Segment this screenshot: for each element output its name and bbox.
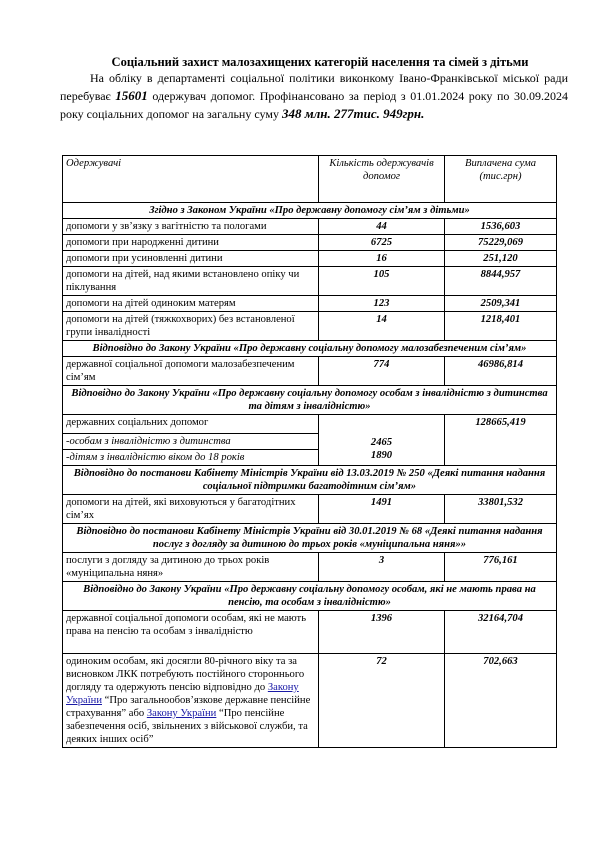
row-sublabel: -особам з інвалідністю з дитинства <box>63 434 319 450</box>
row-count-1: 2465 <box>370 437 393 449</box>
row-sum: 8844,957 <box>445 267 557 296</box>
row-count: 6725 <box>319 235 445 251</box>
row-count: 123 <box>319 296 445 312</box>
row-count: 14 <box>319 312 445 341</box>
row-count-2: 1890 <box>370 450 393 462</box>
table-row <box>63 312 557 341</box>
table-row <box>63 251 557 267</box>
header-count: Кількість одержувачів допомог <box>319 156 445 203</box>
section-heading: Відповідно до Закону України «Про державну соціальну допомогу особам, які не мають права на пенсію, та особам з інвалідністю» <box>63 582 557 611</box>
row-count <box>319 434 445 466</box>
intro-text-1: На обліку в департаменті соціальної політики виконкому Івано-Франківської міської ради перебуває <box>60 71 568 103</box>
table-row <box>63 553 557 582</box>
document-title: Соціальний захист малозахищених категорій населення та сімей з дітьми <box>111 55 529 69</box>
row-label: допомоги при усиновленні дитини <box>63 251 319 267</box>
table-row <box>63 296 557 312</box>
row-count: 1491 <box>319 495 445 524</box>
row-count: 72 <box>319 654 445 748</box>
row-sum: 1536,603 <box>445 219 557 235</box>
section-heading: Відповідно до постанови Кабінету Міністрів України від 13.03.2019 № 250 «Деякі питання надання соціальної підтримки багатодітним сім’ям» <box>63 466 557 495</box>
row-label: допомоги у зв’язку з вагітністю та пологами <box>63 219 319 235</box>
row-sum: 251,120 <box>445 251 557 267</box>
row-label-part: “Про загальнообов’язкове державне пенсійне страхування” або <box>66 695 311 719</box>
table-row <box>63 415 557 434</box>
row-label: допомоги на дітей, над якими встановлено опіку чи піклування <box>63 267 319 296</box>
row-label: державної соціальної допомоги особам, які не мають права на пенсію та особам з інвалідністю <box>63 611 319 654</box>
section-row <box>63 466 557 495</box>
row-sum: 776,161 <box>445 553 557 582</box>
row-sum: 128665,419 <box>445 415 557 466</box>
row-count: 105 <box>319 267 445 296</box>
row-label-part: одиноким особам, які досягли 80-річного віку та за висновком ЛКК потребують постійного стороннього догляду та одержують пенсію відповідно до <box>66 656 305 693</box>
section-row <box>63 582 557 611</box>
table-row <box>63 495 557 524</box>
row-sublabel: -дітям з інвалідністю віком до 18 років <box>63 450 319 466</box>
section-heading: Відповідно до Закону України «Про державну соціальну допомогу малозабезпеченим сім’ям» <box>63 341 557 357</box>
intro-paragraph <box>60 70 568 123</box>
table-row <box>63 219 557 235</box>
intro-text-2: одержувач допомог. Профінансовано за період з 01.01.2024 року по 30.09.2024 року соціальних допомог на загальну суму <box>60 89 568 121</box>
row-count: 774 <box>319 357 445 386</box>
section-heading: Відповідно до постанови Кабінету Міністрів України від 30.01.2019 № 68 «Деякі питання надання послуг з догляду за дитиною до трьох років «муніципальна няня»» <box>63 524 557 553</box>
row-count-empty <box>319 415 445 434</box>
table-row <box>63 654 557 748</box>
header-sum: Виплачена сума (тис.грн) <box>445 156 557 203</box>
header-recipients: Одержувачі <box>63 156 319 203</box>
row-label: послуги з догляду за дитиною до трьох років «муніципальна няня» <box>63 553 319 582</box>
section-row <box>63 386 557 415</box>
section-row <box>63 203 557 219</box>
row-count: 1396 <box>319 611 445 654</box>
recipients-count: 15601 <box>115 88 148 103</box>
row-label: допомоги при народженні дитини <box>63 235 319 251</box>
table-row <box>63 267 557 296</box>
table-row <box>63 611 557 654</box>
row-label: допомоги на дітей, які виховуються у багатодітних сім’ях <box>63 495 319 524</box>
row-sum: 75229,069 <box>445 235 557 251</box>
benefits-table <box>62 155 557 748</box>
row-count: 3 <box>319 553 445 582</box>
row-sum: 32164,704 <box>445 611 557 654</box>
table-row <box>63 235 557 251</box>
row-label: державних соціальних допомог <box>63 415 319 434</box>
table-row <box>63 357 557 386</box>
total-sum: 348 млн. 277тис. 949грн. <box>281 106 425 121</box>
law-link[interactable]: Закону України <box>66 682 299 706</box>
row-sum: 46986,814 <box>445 357 557 386</box>
row-label: допомоги на дітей (тяжкохворих) без встановленої групи інвалідності <box>63 312 319 341</box>
row-label <box>63 654 319 748</box>
row-sum: 702,663 <box>445 654 557 748</box>
row-label-part: “Про пенсійне забезпечення осіб, звільнених з військової служби, та деяких інших осіб” <box>66 708 308 745</box>
row-sum: 33801,532 <box>445 495 557 524</box>
section-row <box>63 524 557 553</box>
row-count: 44 <box>319 219 445 235</box>
table-header-row <box>63 156 557 203</box>
row-sum: 1218,401 <box>445 312 557 341</box>
section-row <box>63 341 557 357</box>
row-count: 16 <box>319 251 445 267</box>
law-link[interactable]: Закону України <box>146 708 217 719</box>
section-heading: Відповідно до Закону України «Про державну соціальну допомогу особам з інвалідністю з дитинства та дітям з інвалідністю» <box>63 386 557 415</box>
row-label: допомоги на дітей одиноким матерям <box>63 296 319 312</box>
row-label: державної соціальної допомоги малозабезпеченим сім’ям <box>63 357 319 386</box>
row-sum: 2509,341 <box>445 296 557 312</box>
section-heading: Згідно з Законом України «Про державну допомогу сім’ям з дітьми» <box>63 203 557 219</box>
